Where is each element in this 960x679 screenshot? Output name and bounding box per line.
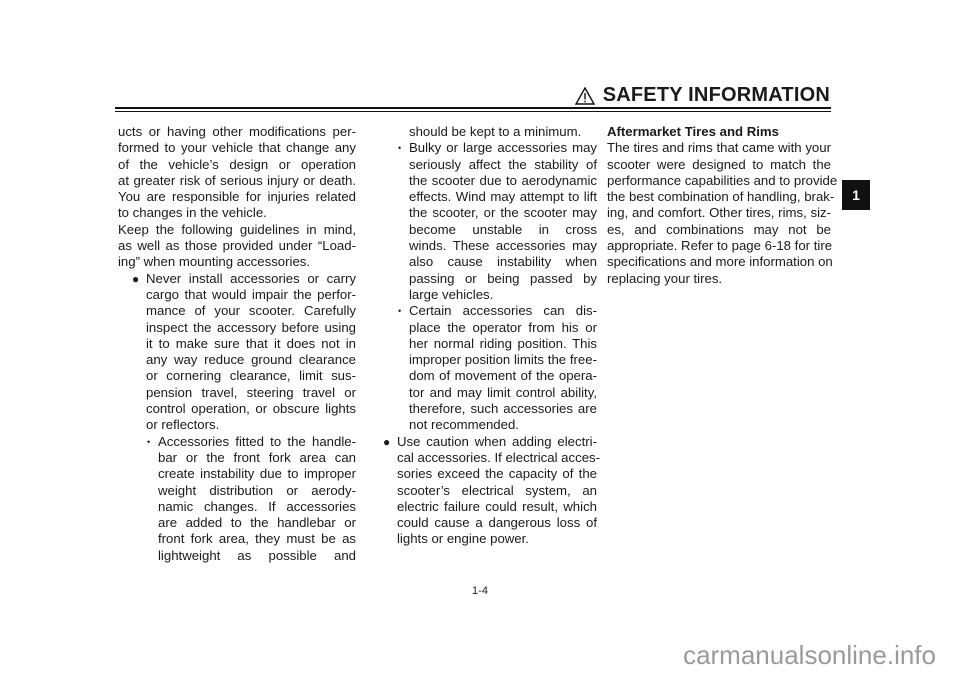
text-line [158, 548, 356, 564]
text-line [397, 466, 597, 482]
text-line [158, 466, 356, 482]
line-text: Aftermarket Tires and Rims [607, 124, 779, 139]
line-text: performance capabilities and to provide [607, 172, 838, 188]
line-text: The tires and rims that came with your [607, 140, 831, 156]
bullet-item-line [383, 433, 597, 450]
header-rule [115, 107, 831, 109]
line-text: large vehicles. [409, 286, 494, 302]
text-line [146, 385, 356, 401]
bullet-item-line [398, 140, 597, 156]
text-line [158, 483, 356, 499]
line-text: bar or the front fork area can [158, 449, 356, 465]
line-text: to changes in the vehicle. [118, 205, 267, 221]
text-line [409, 157, 597, 173]
text-line [397, 449, 601, 466]
text-column-2 [382, 124, 601, 548]
watermark: carmanualsonline.info [683, 640, 936, 670]
text-line [118, 157, 356, 173]
text-line [118, 205, 356, 221]
text-line [607, 222, 831, 238]
text-line [607, 271, 831, 287]
text-line [607, 172, 838, 189]
line-text: ing, and comfort. Other tires, rims, siz- [607, 205, 831, 221]
text-line [409, 222, 597, 238]
text-line [409, 417, 597, 433]
chapter-tab: 1 [842, 180, 870, 210]
line-text: ucts or having other modifications per- [118, 124, 356, 139]
line-text: seriously affect the stability of [409, 156, 597, 172]
line-text: improper position limits the free- [409, 352, 597, 368]
section-header [575, 84, 830, 107]
text-line [146, 417, 356, 433]
line-text: also cause instability when [409, 254, 597, 270]
line-text: Never install accessories or carry [146, 270, 356, 286]
line-text: are added to the handlebar or [158, 515, 356, 531]
line-text: place the operator from his or [409, 319, 597, 335]
line-text: become unstable in cross [409, 221, 597, 237]
text-line [409, 254, 597, 270]
text-line [409, 189, 597, 205]
line-text: Use caution when adding electri- [397, 433, 597, 449]
line-text: should be kept to a minimum. [409, 124, 582, 139]
text-line [409, 385, 597, 401]
bullet-icon: • [147, 436, 151, 447]
text-line [397, 531, 597, 547]
line-text: her normal riding position. This [409, 335, 597, 351]
text-line [118, 238, 356, 254]
text-line [118, 222, 356, 238]
line-text: the scooter due to aerodynamic [409, 172, 597, 188]
line-text: or reflectors. [146, 417, 220, 433]
line-text: Keep the following guidelines in mind, [118, 221, 356, 237]
line-text: as well as those provided under “Load- [118, 238, 356, 254]
line-text: Bulky or large accessories may [409, 140, 597, 156]
text-line [158, 499, 356, 515]
header-rule-thin [115, 111, 831, 112]
line-text: sories exceed the capacity of the [397, 466, 597, 482]
text-line [146, 320, 356, 336]
section-title: SAFETY INFORMATION [602, 84, 830, 106]
line-text: scooter were designed to match the [607, 156, 831, 172]
line-text: or cornering clearance, limit sus- [146, 368, 356, 384]
text-line [409, 271, 597, 287]
line-text: specifications and more information on [607, 254, 833, 270]
text-line [158, 531, 356, 547]
bullet-icon: • [398, 143, 402, 154]
text-line [409, 352, 597, 368]
text-line [607, 254, 831, 270]
bullet-icon: ● [132, 271, 140, 286]
line-text: pension travel, steering travel or [146, 384, 356, 400]
line-text: weight distribution or aerody- [158, 482, 356, 498]
bullet-item-line [132, 270, 356, 287]
text-line [146, 336, 356, 352]
line-text: replacing your tires. [607, 270, 723, 286]
text-line [607, 157, 831, 173]
text-line [158, 450, 356, 466]
text-line [409, 287, 597, 303]
line-text: namic changes. If accessories [158, 498, 356, 514]
text-line [158, 515, 356, 531]
text-line [409, 173, 597, 189]
line-text: formed to your vehicle that change any [118, 140, 356, 156]
text-column-3 [607, 124, 838, 287]
line-text: appropriate. Refer to page 6-18 for tire [607, 238, 833, 254]
line-text: passing or being passed by [409, 270, 597, 286]
line-text: therefore, such accessories are [409, 401, 597, 417]
line-text: tor and may limit control ability, [409, 384, 597, 400]
text-line [397, 483, 597, 499]
line-text: Certain accessories can dis- [409, 303, 597, 319]
text-line [397, 499, 597, 515]
text-line [118, 254, 356, 270]
line-text: es, and combinations may not be [607, 221, 831, 237]
warning-triangle-icon [575, 87, 595, 105]
line-text: cal accessories. If electrical acces- [397, 449, 601, 465]
text-line [409, 124, 597, 140]
text-line [409, 205, 597, 221]
text-line [409, 336, 597, 352]
line-text: any way reduce ground clearance [146, 352, 356, 368]
text-line [607, 140, 831, 156]
line-text: effects. Wind may attempt to lift [409, 189, 597, 205]
line-text: You are responsible for injuries related [118, 189, 356, 205]
line-text: could cause a dangerous loss of [397, 515, 597, 531]
line-text: of the vehicle’s design or operation [118, 156, 356, 172]
text-line [118, 173, 356, 189]
bullet-item-line [398, 303, 597, 319]
line-text: the best combination of handling, brak- [607, 189, 835, 205]
text-line [118, 124, 356, 140]
text-line [146, 287, 356, 303]
line-text: mance of your scooter. Carefully [146, 303, 356, 319]
line-text: scooter’s electrical system, an [397, 482, 597, 498]
bullet-icon: • [398, 306, 402, 317]
text-line [607, 205, 831, 221]
bullet-item-line [147, 433, 356, 450]
line-text: front fork area, they must be as [158, 531, 356, 547]
text-line [146, 352, 356, 368]
line-text: the scooter, or the scooter may [409, 205, 597, 221]
line-text: it to make sure that it does not in [146, 335, 356, 351]
line-text: ing” when mounting accessories. [118, 254, 311, 270]
line-text: control operation, or obscure lights [146, 401, 356, 417]
line-text: lights or engine power. [397, 531, 529, 547]
line-text: Accessories fitted to the handle- [158, 433, 356, 449]
text-line [397, 515, 597, 531]
text-column-1 [118, 124, 356, 564]
text-line [607, 189, 835, 205]
text-line [146, 303, 356, 319]
text-line [409, 320, 597, 336]
line-text: dom of movement of the opera- [409, 368, 597, 384]
line-text: create instability due to improper [158, 466, 356, 482]
text-line [118, 189, 356, 205]
text-line [118, 140, 356, 156]
text-line [607, 238, 831, 254]
text-line [146, 368, 356, 384]
line-text: lightweight as possible and [158, 547, 356, 563]
line-text: inspect the accessory before using [146, 319, 356, 335]
text-line [146, 401, 356, 417]
text-line [409, 238, 597, 254]
line-text: at greater risk of serious injury or death. [118, 172, 356, 188]
page-number: 1-4 [472, 585, 488, 597]
line-text: electric failure could result, which [397, 498, 597, 514]
bullet-icon: ● [383, 434, 391, 449]
subheading [607, 124, 831, 140]
line-text: winds. These accessories may [409, 238, 597, 254]
text-line [409, 368, 597, 384]
text-line [409, 401, 597, 417]
line-text: cargo that would impair the perfor- [146, 286, 356, 302]
line-text: not recommended. [409, 417, 519, 433]
